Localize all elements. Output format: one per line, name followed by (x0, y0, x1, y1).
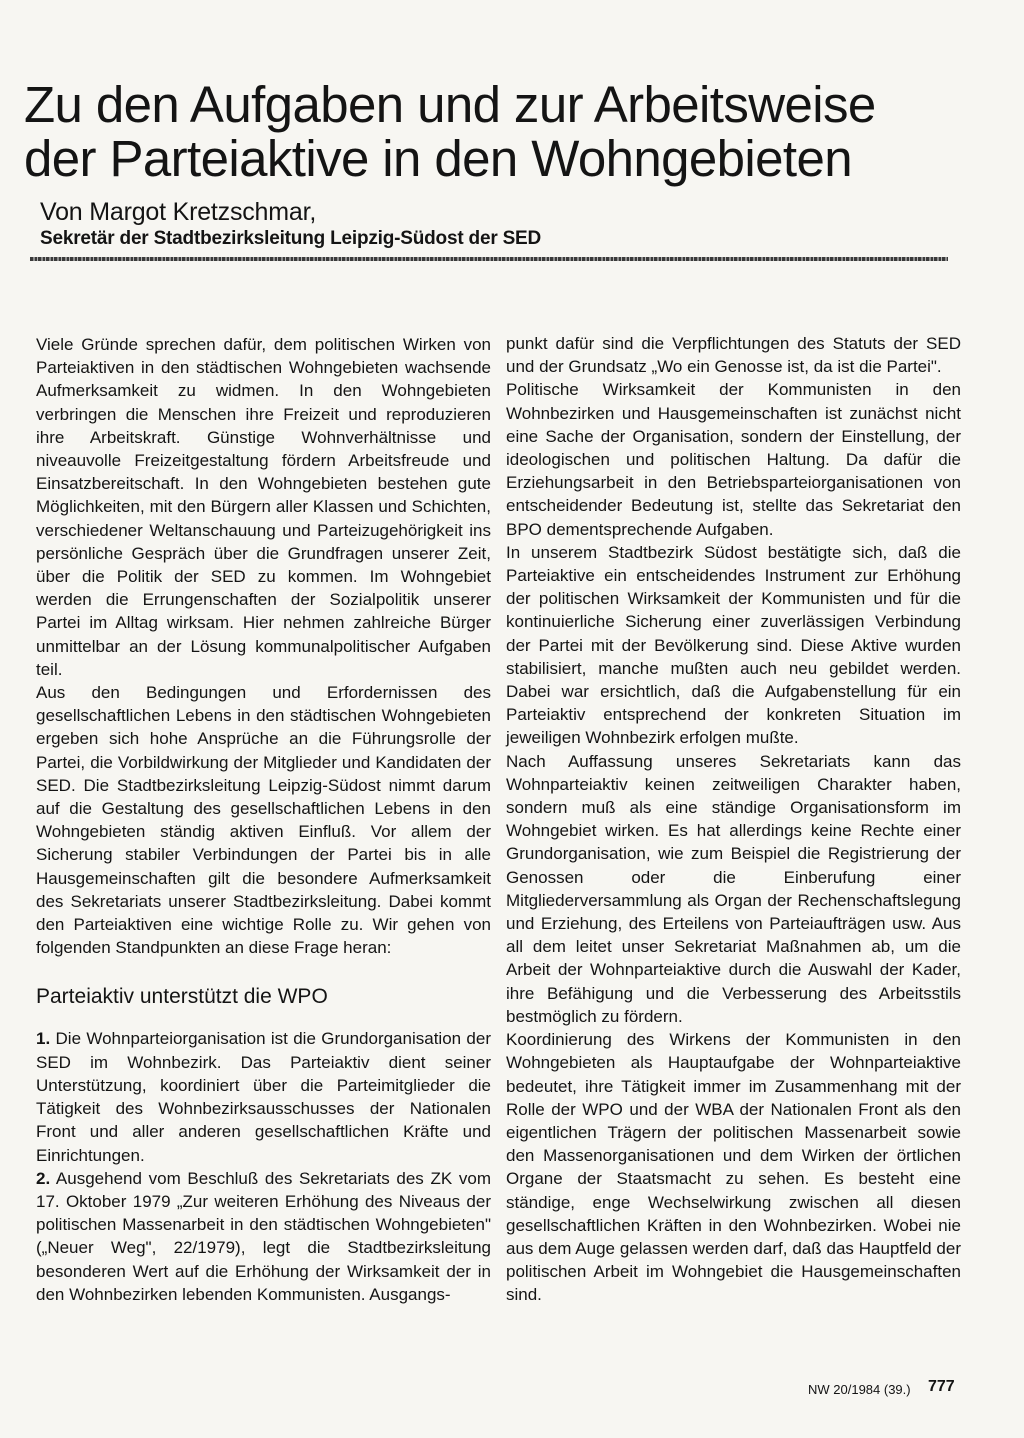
article-author: Von Margot Kretzschmar, (40, 198, 317, 226)
right-paragraph-5: Koordinierung des Wirkens der Kommunisten in den Wohngebieten als Hauptaufgabe der Wohnparteiaktive bedeutet, ihre Tätigkeit immer im Zusammenhang mit der Rolle der WPO und der WBA der Nationalen Front als den eigentlichen Trägern der politischen Massenarbeit sowie den Massenorganisationen und dem Wirken der örtlichen Organe der Staatsmacht zu sehen. Es besteht eine ständige, enge Wechselwirkung zwischen all diesen gesellschaftlichen Kräften in den Wohnbezirken. Wobei nie aus dem Auge gelassen werden darf, daß das Hauptfeld der politischen Arbeit im Wohngebiet die Hausgemeinschaften sind. (506, 1030, 961, 1305)
numbered-item-2 (36, 1167, 491, 1306)
item-1-text: Die Wohnparteiorganisation ist die Grundorganisation der SED im Wohnbezirk. Das Parteiaktiv dient seiner Unterstützung, koordiniert über die Parteimitglieder die Tätigkeit des Wohnbezirksausschusses der Nationalen Front und aller anderen gesellschaftlichen Kräfte und Einrichtungen. (36, 1029, 491, 1165)
right-paragraph-3: In unserem Stadtbezirk Südost bestätigte sich, daß die Parteiaktive ein entscheidendes Instrument zur Erhöhung der politischen Wirksamkeit der Kommunisten und für die kontinuierliche Sicherung einer zuverlässigen Verbindung der Partei mit der Bevölkerung sind. Diese Aktive wurden stabilisiert, manche mußten auch neu gebildet werden. Dabei war ersichtlich, daß die Aufgabenstellung für ein Parteiaktiv entsprechend der konkreten Situation im jeweiligen Wohnbezirk erfolgen mußte. (506, 542, 961, 748)
article-title-line-2: der Parteiaktive in den Wohngebieten (24, 130, 853, 187)
right-column (506, 332, 961, 1307)
section-subheading: Parteiaktiv unterstützt die WPO (36, 985, 328, 1009)
item-2-number: 2. (36, 1168, 51, 1188)
header-divider (30, 257, 948, 261)
issue-reference: NW 20/1984 (39.) (808, 1382, 911, 1397)
left-paragraph-2: Aus den Bedingungen und Erfordernissen des gesellschaftlichen Lebens in den städtischen Wohngebieten ergeben sich hohe Ansprüche an die Führungsrolle der Partei, die Vorbildwirkung der Mitglieder und Kandidaten der SED. Die Stadtbezirksleitung Leipzig-Südost nimmt darum auf die Gestaltung des gesellschaftlichen Lebens in den Wohngebieten ständig aktiven Einfluß. Vor allem der Sicherung stabiler Verbindungen der Partei bis in alle Hausgemeinschaften gilt die besondere Aufmerksamkeit des Sekretariats unserer Stadtbezirksleitung. Dabei kommt den Parteiaktiven eine wichtige Rolle zu. Wir gehen von folgenden Standpunkten an diese Frage heran: (36, 683, 491, 958)
article-title (24, 78, 984, 186)
author-position: Sekretär der Stadtbezirksleitung Leipzig-Südost der SED (40, 228, 542, 249)
left-paragraph-1: Viele Gründe sprechen dafür, dem politischen Wirken von Parteiaktiven in den städtischen Wohngebieten wachsende Aufmerksamkeit zu widmen. In den Wohngebieten verbringen die Menschen ihre Freizeit und reproduzieren ihre Arbeitskraft. Günstige Wohnverhältnisse und niveauvolle Freizeitgestaltung fördern Arbeitsfreude und Einsatzbereitschaft. In den Wohngebieten bestehen gute Möglichkeiten, mit den Bürgern aller Klassen und Schichten, verschiedener Weltanschauung und Parteizugehörigkeit ins persönliche Gespräch über die Grundfragen unserer Zeit, über die Politik der SED zu kommen. Im Wohngebiet werden die Errungenschaften der Sozialpolitik unserer Partei im Alltag wirksam. Hier nehmen zahlreiche Bürger unmittelbar an der Lösung kommunalpolitischer Aufgaben teil. (36, 335, 491, 679)
right-paragraph-4: Nach Auffassung unseres Sekretariats kann das Wohnparteiaktiv keinen zeitweiligen Charakter haben, sondern muß als eine ständige Organisationsform im Wohngebiet wirken. Es hat allerdings keine Rechte einer Grundorganisation, wie zum Beispiel die Registrierung der Genossen oder die Einberufung einer Mitgliederversammlung als Organ der Rechenschaftslegung und Erziehung, des Erteilens von Parteiaufträgen usw. Aus all dem leitet unser Sekretariat Maßnahmen ab, um die Arbeit der Wohnparteiaktive durch die Auswahl der Kader, ihre Befähigung und die Verbesserung des Arbeitsstils bestmöglich zu fördern. (506, 751, 961, 1026)
left-column (36, 333, 491, 1306)
right-paragraph-1: punkt dafür sind die Verpflichtungen des Statuts der SED und der Grundsatz „Wo ein Genosse ist, da ist die Partei". (506, 334, 961, 377)
numbered-item-1 (36, 1027, 491, 1166)
item-2-text: Ausgehend vom Beschluß des Sekretariats des ZK vom 17. Oktober 1979 „Zur weiteren Erhöhung des Niveaus der politischen Massenarbeit in den städtischen Wohngebieten" („Neuer Weg", 22/1979), legt die Stadtbezirksleitung besonderen Wert auf die Erhöhung der Wirksamkeit der in den Wohnbezirken lebenden Kommunisten. Ausgangs- (36, 1168, 491, 1304)
article-title-line-1: Zu den Aufgaben und zur Arbeitsweise (24, 76, 876, 133)
item-1-number: 1. (36, 1029, 51, 1049)
right-paragraph-2: Politische Wirksamkeit der Kommunisten in den Wohnbezirken und Hausgemeinschaften ist zunächst nicht eine Sache der Organisation, sondern der Einstellung, der ideologischen und politischen Haltung. Da dafür die Erziehungsarbeit in den Betriebsparteiorganisationen von entscheidender Bedeutung ist, stellte das Sekretariat den BPO dementsprechende Aufgaben. (506, 380, 961, 539)
page-number: 777 (928, 1378, 955, 1395)
